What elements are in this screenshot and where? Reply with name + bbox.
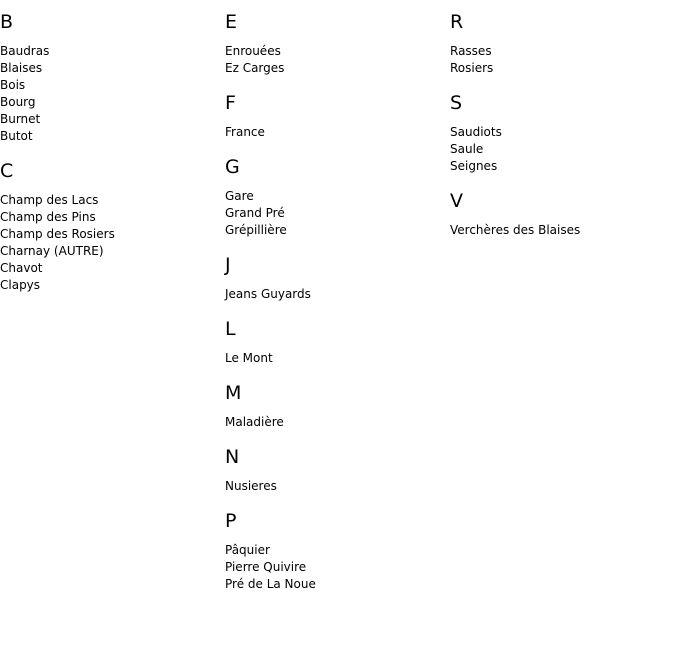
list-item[interactable]: Bois [0, 78, 26, 92]
list-item[interactable]: Chavot [0, 261, 43, 275]
section-items [0, 192, 225, 294]
section-letter: F [225, 92, 236, 114]
list-item[interactable]: Grand Pré [225, 206, 285, 220]
section-items [225, 478, 450, 495]
list-item[interactable]: Butot [0, 129, 33, 143]
list-item[interactable]: Saule [450, 142, 484, 156]
section-letter: B [0, 11, 14, 33]
list-item[interactable]: France [225, 125, 265, 139]
list-item[interactable]: Rosiers [450, 61, 494, 75]
list-item[interactable]: Clapys [0, 278, 41, 292]
list-item[interactable]: Verchères des Blaises [450, 223, 581, 237]
section-letter: S [450, 92, 463, 114]
section-letter: G [225, 156, 240, 178]
section-c [0, 159, 225, 294]
section-items [450, 222, 675, 239]
list-item[interactable]: Charnay (AUTRE) [0, 244, 104, 258]
index-column-1 [0, 10, 225, 308]
section-letter: J [225, 254, 231, 276]
list-item[interactable]: Blaises [0, 61, 43, 75]
list-item[interactable]: Nusieres [225, 479, 277, 493]
list-item[interactable]: Rasses [450, 44, 492, 58]
list-item[interactable]: Jeans Guyards [225, 287, 311, 301]
section-items [225, 188, 450, 239]
section-letter: M [225, 382, 242, 404]
section-s [450, 91, 675, 175]
section-letter: N [225, 446, 240, 468]
list-item[interactable]: Pierre Quivire [225, 560, 307, 574]
section-l [225, 317, 450, 367]
list-item[interactable]: Champ des Pins [0, 210, 96, 224]
list-item[interactable]: Bourg [0, 95, 36, 109]
section-items [225, 286, 450, 303]
section-letter: E [225, 11, 238, 33]
section-r [450, 10, 675, 77]
section-letter: P [225, 510, 237, 532]
section-n [225, 445, 450, 495]
list-item[interactable]: Seignes [450, 159, 498, 173]
section-letter: R [450, 11, 464, 33]
section-items [225, 124, 450, 141]
section-letter: C [0, 160, 14, 182]
section-items [225, 350, 450, 367]
list-item[interactable]: Ez Carges [225, 61, 285, 75]
section-items [450, 124, 675, 175]
list-item[interactable]: Le Mont [225, 351, 273, 365]
section-v [450, 189, 675, 239]
list-item[interactable]: Champ des Rosiers [0, 227, 115, 241]
section-letter: V [450, 190, 463, 212]
list-item[interactable]: Pâquier [225, 543, 270, 557]
section-items [450, 43, 675, 77]
section-b [0, 10, 225, 145]
section-e [225, 10, 450, 77]
section-g [225, 155, 450, 239]
list-item[interactable]: Enrouées [225, 44, 281, 58]
section-j [225, 253, 450, 303]
list-item[interactable]: Burnet [0, 112, 41, 126]
list-item[interactable]: Pré de La Noue [225, 577, 316, 591]
section-items [225, 542, 450, 593]
section-p [225, 509, 450, 593]
section-items [0, 43, 225, 145]
list-item[interactable]: Grépillière [225, 223, 287, 237]
section-items [225, 43, 450, 77]
index-column-3 [450, 10, 675, 253]
list-item[interactable]: Saudiots [450, 125, 502, 139]
list-item[interactable]: Maladière [225, 415, 284, 429]
section-f [225, 91, 450, 141]
section-m [225, 381, 450, 431]
section-items [225, 414, 450, 431]
list-item[interactable]: Gare [225, 189, 254, 203]
list-item[interactable]: Baudras [0, 44, 50, 58]
section-letter: L [225, 318, 236, 340]
index-column-2 [225, 10, 450, 607]
list-item[interactable]: Champ des Lacs [0, 193, 99, 207]
